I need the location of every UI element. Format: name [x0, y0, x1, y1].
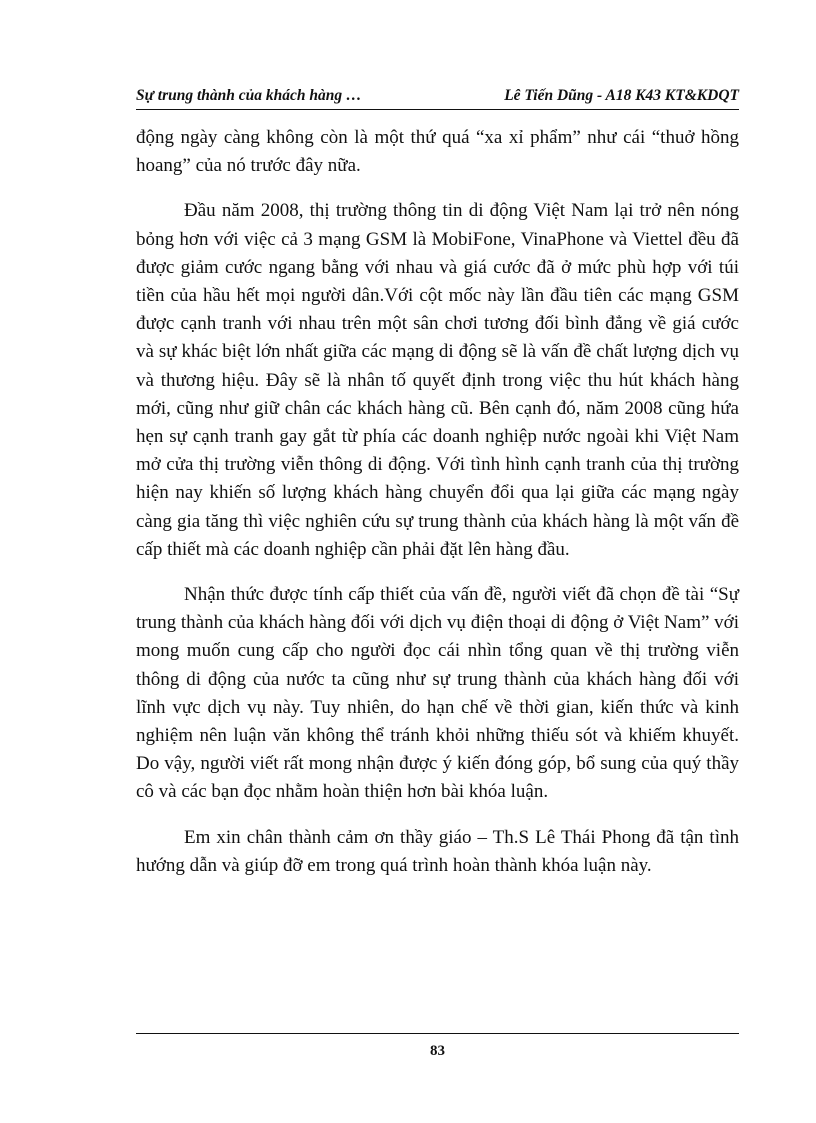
header-author: Lê Tiến Dũng - A18 K43 KT&KDQT: [504, 87, 739, 104]
paragraph: Nhận thức được tính cấp thiết của vấn đề, người viết đã chọn đề tài “Sự trung thành của khách hàng đối với dịch vụ điện thoại di động ở Việt Nam” với mong muốn cung cấp cho người đọc cái nhìn tổng quan về thị trường viễn thông di động của nước ta cũng như sự trung thành của khách hàng đối với lĩnh vực dịch vụ này. Tuy nhiên, do hạn chế về thời gian, kiến thức và kinh nghiệm nên luận văn không thể tránh khỏi những thiếu sót và khiếm khuyết. Do vậy, người viết rất mong nhận được ý kiến đóng góp, bổ sung của quý thầy cô và các bạn đọc nhằm hoàn thiện hơn bài khóa luận.: [136, 584, 739, 803]
paragraph: Đầu năm 2008, thị trường thông tin di động Việt Nam lại trở nên nóng bỏng hơn với việc cả 3 mạng GSM là MobiFone, VinaPhone và Viettel đều đã được giảm cước ngang bằng với nhau và giá cước đã ở mức phù hợp với túi tiền của hầu hết mọi người dân.Với cột mốc này lần đầu tiên các mạng GSM được cạnh tranh với nhau trên một sân chơi tương đối bình đẳng về giá cước và sự khác biệt lớn nhất giữa các mạng di động sẽ là vấn đề chất lượng dịch vụ và thương hiệu. Đây sẽ là nhân tố quyết định trong việc thu hút khách hàng mới, cũng như giữ chân các khách hàng cũ. Bên cạnh đó, năm 2008 cũng hứa hẹn sự cạnh tranh gay gắt từ phía các doanh nghiệp nước ngoài khi Việt Nam mở cửa thị trường viễn thông di động. Với tình hình cạnh tranh của thị trường hiện nay khiến số lượng khách hàng chuyển đổi qua lại giữa các mạng ngày càng gia tăng thì việc nghiên cứu sự trung thành của khách hàng là một vấn đề cấp thiết mà các doanh nghiệp cần phải đặt lên hàng đầu.: [136, 200, 739, 560]
body-text: [136, 124, 739, 880]
running-header: [136, 83, 739, 110]
page-number: 83: [430, 1043, 445, 1059]
paragraph-continuation: động ngày càng không còn là một thứ quá “xa xỉ phẩm” như cái “thuở hồng hoang” của nó trước đây nữa.: [136, 127, 739, 177]
header-title: Sự trung thành của khách hàng …: [136, 87, 362, 104]
footer-divider: [136, 1033, 739, 1034]
paragraph: Em xin chân thành cảm ơn thầy giáo – Th.S Lê Thái Phong đã tận tình hướng dẫn và giúp đỡ em trong quá trình hoàn thành khóa luận này.: [136, 826, 739, 876]
